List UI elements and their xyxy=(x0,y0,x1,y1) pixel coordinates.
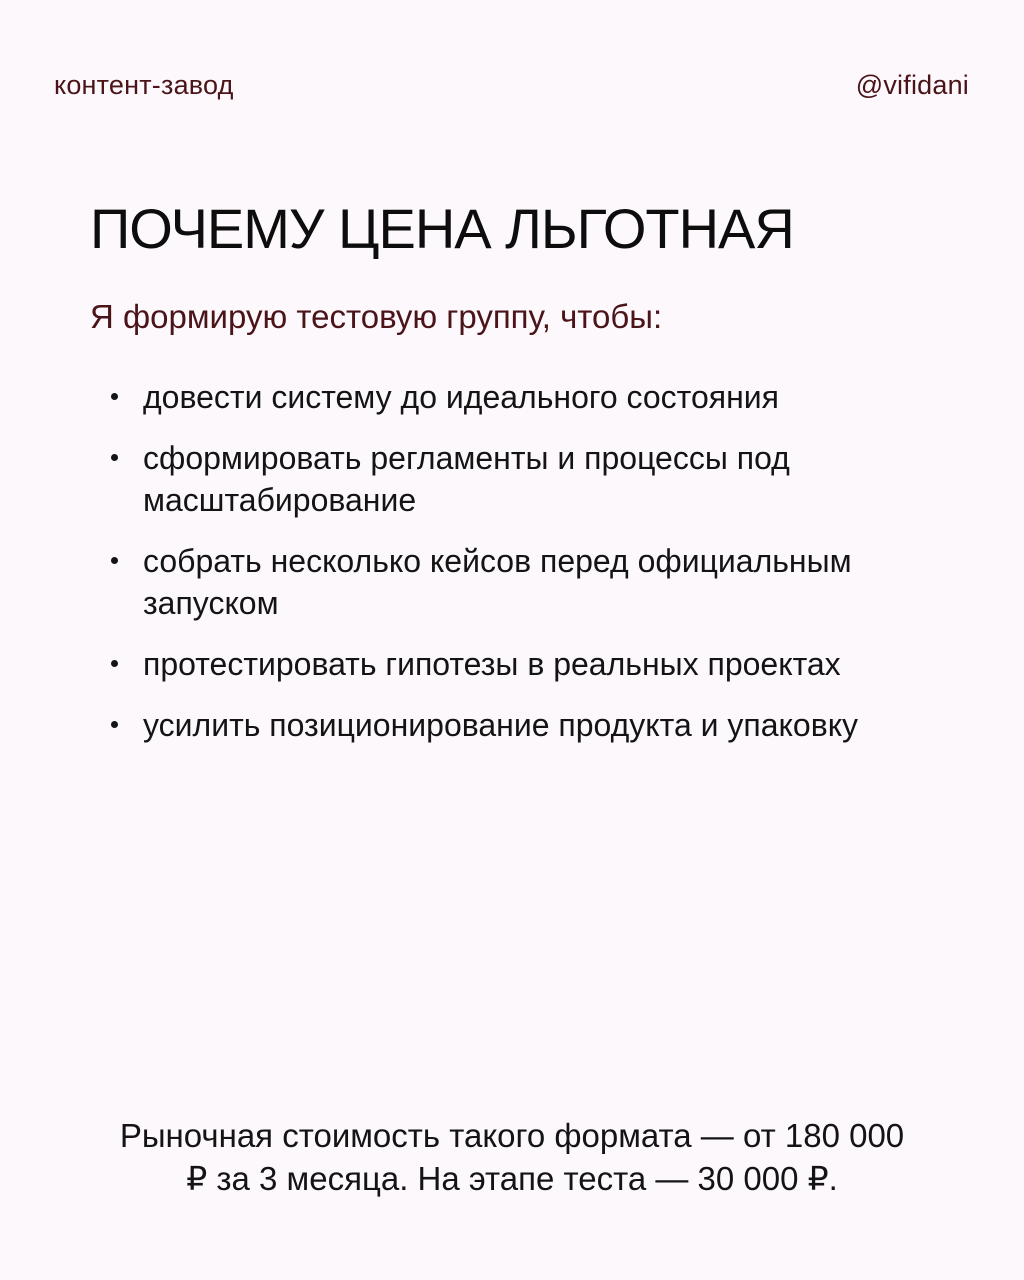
bullet-dot-icon xyxy=(111,454,118,461)
list-item-text: собрать несколько кейсов перед официальным запуском xyxy=(143,543,852,621)
bullet-dot-icon xyxy=(111,721,118,728)
bullet-list xyxy=(106,376,906,765)
bullet-dot-icon xyxy=(111,557,118,564)
subtitle: Я формирую тестовую группу, чтобы: xyxy=(90,298,663,335)
bullet-dot-icon xyxy=(111,393,118,400)
price-note: Рыночная стоимость такого формата — от 180 000 ₽ за 3 месяца. На этапе теста — 30 000 ₽. xyxy=(119,1117,905,1197)
list-item xyxy=(106,643,906,685)
list-item xyxy=(106,437,906,521)
handle-label: @vifidani xyxy=(855,70,969,100)
list-item xyxy=(106,376,906,418)
list-item xyxy=(106,540,906,624)
list-item-text: протестировать гипотезы в реальных проектах xyxy=(143,646,841,682)
list-item-text: усилить позиционирование продукта и упаковку xyxy=(143,707,859,743)
brand-label: контент-завод xyxy=(54,70,234,100)
list-item-text: сформировать регламенты и процессы под масштабирование xyxy=(143,440,790,518)
page-title: ПОЧЕМУ ЦЕНА ЛЬГОТНАЯ xyxy=(90,197,794,260)
list-item xyxy=(106,704,906,746)
list-item-text: довести систему до идеального состояния xyxy=(143,379,779,415)
bullet-dot-icon xyxy=(111,660,118,667)
